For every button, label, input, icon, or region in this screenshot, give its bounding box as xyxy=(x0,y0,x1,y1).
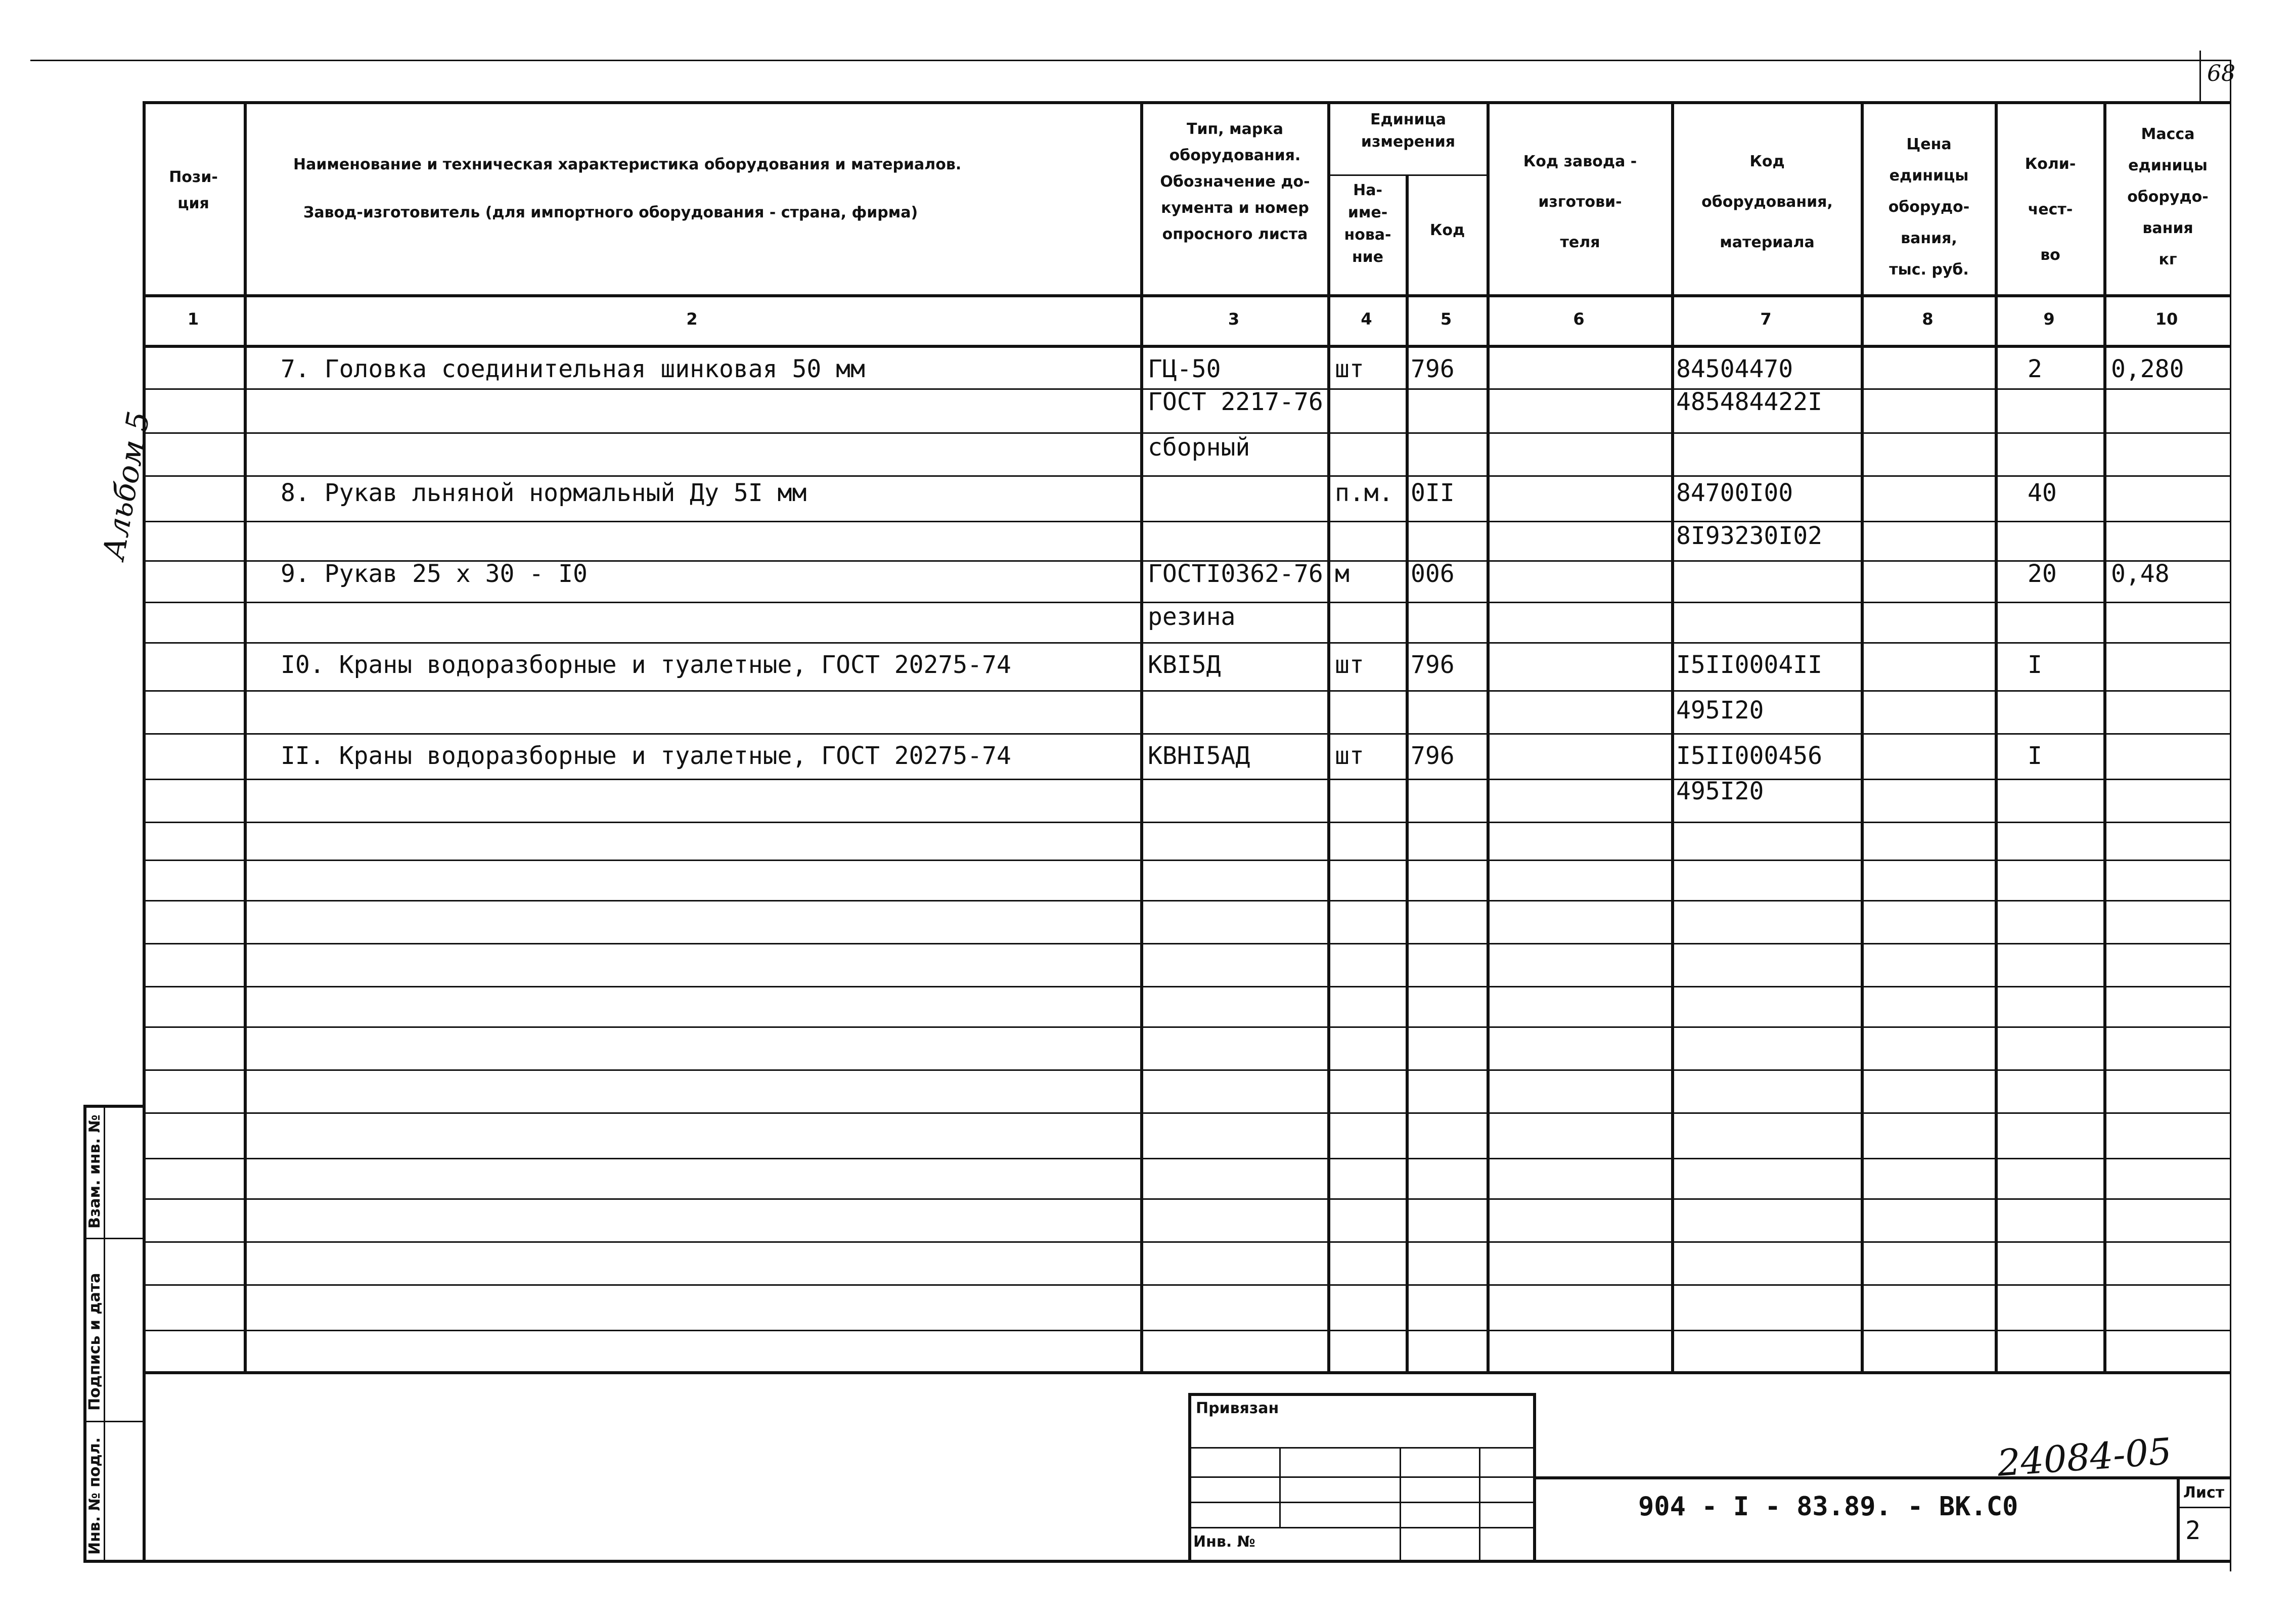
cell-qty: 2 xyxy=(2028,355,2042,383)
header-mass-l3: оборудо- xyxy=(2127,188,2209,206)
header-type-l1: Тип, марка xyxy=(1187,120,1283,138)
header-unit-name-l2: име- xyxy=(1347,204,1388,221)
row-line xyxy=(143,1284,2231,1286)
cell-type: КВI5Д xyxy=(1148,651,1221,679)
row-line xyxy=(143,943,2231,944)
cell-mass: 0,48 xyxy=(2111,560,2170,588)
cell-equip: 84700I00 xyxy=(1676,479,1793,507)
cell-unit: шт xyxy=(1335,651,1364,679)
header-price-l2: единицы xyxy=(1889,167,1969,185)
handwritten-number: 24084-05 xyxy=(1996,1430,2173,1484)
header-type-l3: Обозначение до- xyxy=(1160,173,1310,191)
row-line xyxy=(143,475,2231,477)
col-line-8 xyxy=(1861,101,1864,1371)
cell-code: 796 xyxy=(1411,651,1455,679)
header-factory-code-l3: теля xyxy=(1560,234,1600,251)
stamp-col1 xyxy=(1279,1447,1281,1527)
side-stamp-top xyxy=(83,1105,144,1108)
cell-type: сборный xyxy=(1148,433,1250,462)
sheet-box-left xyxy=(2177,1476,2180,1560)
row-line xyxy=(143,690,2231,692)
stamp-row3 xyxy=(1188,1502,1533,1503)
frame-right xyxy=(2230,60,2231,1571)
row-line xyxy=(143,1330,2231,1331)
cell-equip: 485484422I xyxy=(1676,388,1822,416)
header-unit-name-l3: нова- xyxy=(1344,226,1391,244)
sheet-number: 2 xyxy=(2185,1516,2201,1545)
stamp-col2 xyxy=(1400,1447,1401,1560)
header-mass-l4: вания xyxy=(2142,219,2193,237)
header-bottom xyxy=(143,294,2231,297)
row-line xyxy=(143,642,2231,644)
page-number-box-left xyxy=(2199,51,2201,101)
cell-equip: 8I93230I02 xyxy=(1676,522,1822,550)
colnum-6: 6 xyxy=(1573,309,1585,329)
cell-qty: I xyxy=(2028,651,2042,679)
cell-equip: I5II0004II xyxy=(1676,651,1822,679)
header-unit-group-l2: измерения xyxy=(1361,133,1456,151)
row-line xyxy=(143,900,2231,901)
header-price xyxy=(1863,129,1995,286)
header-unit-group-l1: Единица xyxy=(1370,111,1446,128)
cell-equip: 495I20 xyxy=(1676,696,1764,725)
colnum-bottom xyxy=(143,345,2231,348)
colnum-5: 5 xyxy=(1440,309,1452,329)
colnum-3: 3 xyxy=(1228,309,1240,329)
row-line xyxy=(143,521,2231,522)
stamp-privyazan: Привязан xyxy=(1196,1400,1279,1417)
cell-type: КВНI5АД xyxy=(1148,742,1250,770)
stamp-inv-no: Инв. № xyxy=(1193,1533,1255,1551)
header-mass xyxy=(2106,119,2230,276)
cell-equip: 84504470 xyxy=(1676,355,1793,383)
header-unit-name-l4: ние xyxy=(1352,248,1384,266)
header-factory-code xyxy=(1489,142,1671,263)
header-type-l4: кумента и номер xyxy=(1161,199,1309,217)
cell-name: 7. Головка соединительная шинковая 50 мм xyxy=(281,355,865,383)
row-line xyxy=(143,1069,2231,1071)
cell-unit: м xyxy=(1335,560,1350,588)
side-stamp-vzam: Взам. инв. № xyxy=(86,1114,104,1229)
side-stamp-podpis: Подпись и дата xyxy=(86,1273,104,1411)
header-mass-l1: Масса xyxy=(2141,125,2195,143)
row-line xyxy=(143,779,2231,780)
header-type-l2: оборудования. xyxy=(1169,147,1301,164)
stamp-top xyxy=(1188,1393,1535,1396)
cell-type: резина xyxy=(1148,603,1236,631)
header-price-l4: вания, xyxy=(1901,230,1957,247)
page-number-handwritten: 68 xyxy=(2207,61,2235,86)
col-line-7 xyxy=(1671,101,1674,1371)
header-unit-name-l1: На- xyxy=(1353,182,1382,199)
cell-type: ГЦ-50 xyxy=(1148,355,1221,383)
cell-equip: 495I20 xyxy=(1676,777,1764,805)
colnum-1: 1 xyxy=(187,309,199,329)
side-stamp-inner xyxy=(104,1105,105,1561)
header-quantity xyxy=(1997,142,2103,278)
header-unit-code: Код xyxy=(1429,221,1465,239)
header-factory-code-l2: изготови- xyxy=(1538,193,1622,211)
col-line-10 xyxy=(2103,101,2106,1371)
cell-unit: п.м. xyxy=(1335,479,1393,507)
header-quantity-l2: чест- xyxy=(2028,201,2073,218)
doc-code: 904 - I - 83.89. - ВК.С0 xyxy=(1638,1492,2018,1522)
col-line-2 xyxy=(244,101,247,1371)
cell-qty: I xyxy=(2028,742,2042,770)
colnum-7: 7 xyxy=(1760,309,1772,329)
header-equip-code xyxy=(1674,142,1861,263)
header-position: Пози-ция xyxy=(169,168,218,212)
header-quantity-l3: во xyxy=(2040,246,2060,264)
header-price-l3: оборудо- xyxy=(1888,198,1970,216)
col-line-9 xyxy=(1995,101,1998,1371)
cell-code: 0II xyxy=(1411,479,1455,507)
header-unit-group xyxy=(1330,109,1487,153)
colnum-2: 2 xyxy=(686,309,698,329)
row-line xyxy=(143,1026,2231,1028)
header-price-l5: тыс. руб. xyxy=(1889,261,1969,279)
cell-name: II. Краны водоразборные и туалетные, ГОСТ 20275-74 xyxy=(281,742,1011,770)
cell-unit: шт xyxy=(1335,355,1364,383)
colnum-4: 4 xyxy=(1361,309,1372,329)
stamp-row4 xyxy=(1188,1527,1533,1528)
row-line xyxy=(143,733,2231,735)
side-stamp-div1 xyxy=(83,1238,144,1239)
row-line xyxy=(143,986,2231,987)
header-equip-code-l3: материала xyxy=(1720,234,1815,251)
header-quantity-l1: Коли- xyxy=(2025,155,2076,173)
cell-type: ГОСТ 2217-76 xyxy=(1148,388,1323,416)
row-line xyxy=(143,860,2231,861)
col-line-5 xyxy=(1406,174,1409,1371)
unit-group-divider xyxy=(1327,174,1487,176)
header-equip-code-l2: оборудования, xyxy=(1701,193,1833,211)
table-top xyxy=(143,101,2231,104)
cell-unit: шт xyxy=(1335,742,1364,770)
frame-top xyxy=(30,60,2230,61)
stamp-col3 xyxy=(1479,1447,1480,1560)
frame-bottom xyxy=(83,1560,2231,1563)
album-note: Альбом 5 xyxy=(96,409,157,563)
sheet-label: Лист xyxy=(2183,1484,2225,1502)
cell-code: 796 xyxy=(1411,355,1455,383)
header-type xyxy=(1145,116,1325,248)
cell-type: ГОСТI0362-76 xyxy=(1148,560,1323,588)
side-stamp-div2 xyxy=(83,1421,144,1422)
cell-code: 006 xyxy=(1411,560,1455,588)
cell-name: 9. Рукав 25 х 30 - I0 xyxy=(281,560,588,588)
header-unit-name xyxy=(1330,179,1406,268)
header-equip-code-l1: Код xyxy=(1749,153,1785,170)
cell-name: 8. Рукав льняной нормальный Ду 5I мм xyxy=(281,479,807,507)
cell-code: 796 xyxy=(1411,742,1455,770)
header-name-line2: Завод-изготовитель (для импортного оборудования - страна, фирма) xyxy=(303,204,918,221)
stamp-row2 xyxy=(1188,1476,1533,1478)
header-mass-l2: единицы xyxy=(2128,157,2208,174)
row-line xyxy=(143,1198,2231,1200)
header-mass-l5: кг xyxy=(2159,251,2177,268)
col-line-3 xyxy=(1140,101,1143,1371)
row-line xyxy=(143,1241,2231,1243)
sheet-box-div xyxy=(2177,1507,2230,1508)
doc-code-top xyxy=(1533,1476,2231,1479)
cell-equip: I5II000456 xyxy=(1676,742,1822,770)
col-line-6 xyxy=(1487,101,1490,1371)
stamp-row1 xyxy=(1188,1447,1533,1449)
table-body-bottom xyxy=(143,1371,2231,1374)
side-stamp-inv: Инв. № подл. xyxy=(86,1437,104,1555)
col-line-4 xyxy=(1327,101,1330,1371)
colnum-9: 9 xyxy=(2043,309,2055,329)
header-factory-code-l1: Код завода - xyxy=(1523,153,1637,170)
cell-qty: 20 xyxy=(2028,560,2057,588)
cell-mass: 0,280 xyxy=(2111,355,2184,383)
row-line xyxy=(143,1158,2231,1159)
row-line xyxy=(143,822,2231,823)
cell-qty: 40 xyxy=(2028,479,2057,507)
colnum-10: 10 xyxy=(2155,309,2178,329)
row-line xyxy=(143,1112,2231,1114)
header-price-l1: Цена xyxy=(1906,136,1952,153)
header-type-l5: опросного листа xyxy=(1162,225,1308,243)
header-name-line1: Наименование и техническая характеристика оборудования и материалов. xyxy=(293,156,962,173)
cell-name: I0. Краны водоразборные и туалетные, ГОСТ 20275-74 xyxy=(281,651,1011,679)
colnum-8: 8 xyxy=(1922,309,1934,329)
